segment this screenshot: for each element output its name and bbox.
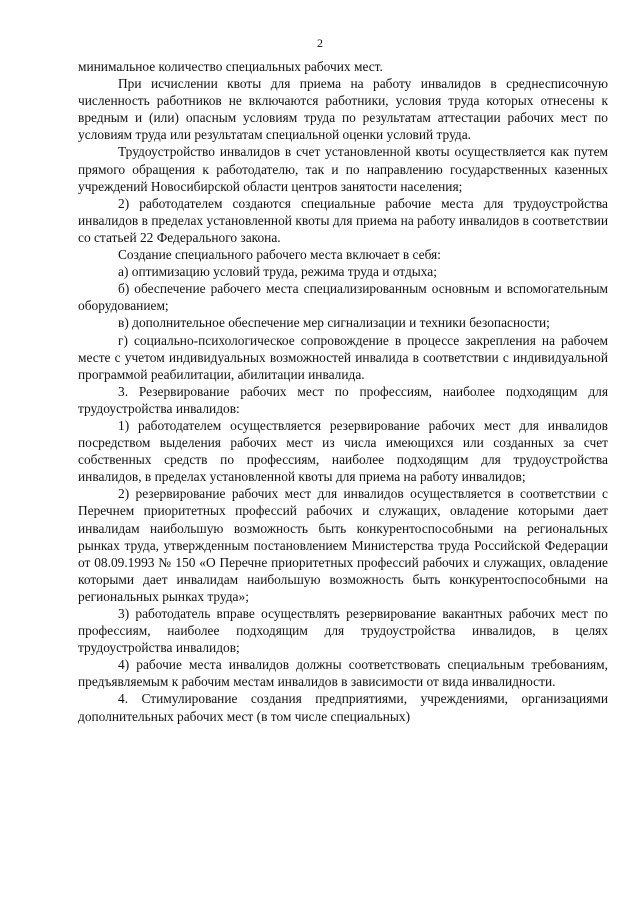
list-item-a: а) оптимизацию условий труда, режима труда и отдыха;: [118, 264, 437, 280]
section-3-item-4: 4) рабочие места инвалидов должны соответствовать специальным требованиям, предъявляемым к рабочим местам инвалидов в зависимости от вида инвалидности.: [78, 657, 608, 690]
document-body: [78, 58, 608, 725]
paragraph-quota-calculation: При исчислении квоты для приема на работу инвалидов в среднесписочную численность работников не включаются работники, условия труда которых отнесены к вредным и (или) опасным условиям труда по результатам аттестации рабочих мест по условиям труда или результатам специальной оценки условий труда.: [78, 76, 608, 143]
section-3-item-1: 1) работодателем осуществляется резервирование рабочих мест для инвалидов посредством выделения рабочих мест из числа имеющихся или созданных за счет собственных средств по профессиям, наиболее подходящим для трудоустройства инвалидов, в пределах установленной квоты для приема на работу инвалидов;: [78, 417, 608, 485]
list-item-g: г) социально-психологическое сопровождение в процессе закрепления на рабочем месте с учетом индивидуальных возможностей инвалида в соответствии с индивидуальной программой реабилитации, абилитации инвалида.: [78, 332, 608, 382]
section-3-item-2: 2) резервирование рабочих мест для инвалидов осуществляется в соответствии с Перечнем приоритетных профессий рабочих и служащих, овладение которыми дает инвалидам наибольшую возможность быть конкурентоспособными на региональных рынках труда, утвержденным постановлением Министерства труда Российской Федерации от 08.09.1993 № 150 «О Перечне приоритетных профессий рабочих и служащих, овладение которыми дает инвалидам наибольшую возможность быть конкурентоспособными на региональных рынках труда»;: [78, 486, 608, 604]
paragraph-continuation: минимальное количество специальных рабочих мест.: [78, 59, 383, 74]
section-3-item-3: 3) работодатель вправе осуществлять резервирование вакантных рабочих мест по профессиям, наиболее подходящим для трудоустройства инвалидов, в целях трудоустройства инвалидов;: [78, 606, 608, 656]
list-item-2-special-workplaces: 2) работодателем создаются специальные рабочие места для трудоустройства инвалидов в пределах установленной квоты для приема на работу инвалидов в соответствии со статьей 22 Федерального закона.: [78, 195, 608, 245]
list-item-b: б) обеспечение рабочего места специализированным основным и вспомогательным оборудованием;: [78, 281, 608, 314]
section-3-heading: 3. Резервирование рабочих мест по профессиям, наиболее подходящим для трудоустройства инвалидов:: [78, 383, 608, 416]
section-4-heading: 4. Стимулирование создания предприятиями, учреждениями, организациями дополнительных рабочих мест (в том числе специальных): [78, 691, 608, 724]
paragraph-employment-methods: Трудоустройство инвалидов в счет установленной квоты осуществляется как путем прямого обращения к работодателю, так и по направлению государственных казенных учреждений Новосибирской области центров занятости населения;: [78, 144, 608, 194]
page-number: 2: [317, 36, 323, 50]
paragraph-workplace-creation: Создание специального рабочего места включает в себя:: [118, 247, 441, 263]
list-item-v: в) дополнительное обеспечение мер сигнализации и техники безопасности;: [118, 315, 550, 331]
